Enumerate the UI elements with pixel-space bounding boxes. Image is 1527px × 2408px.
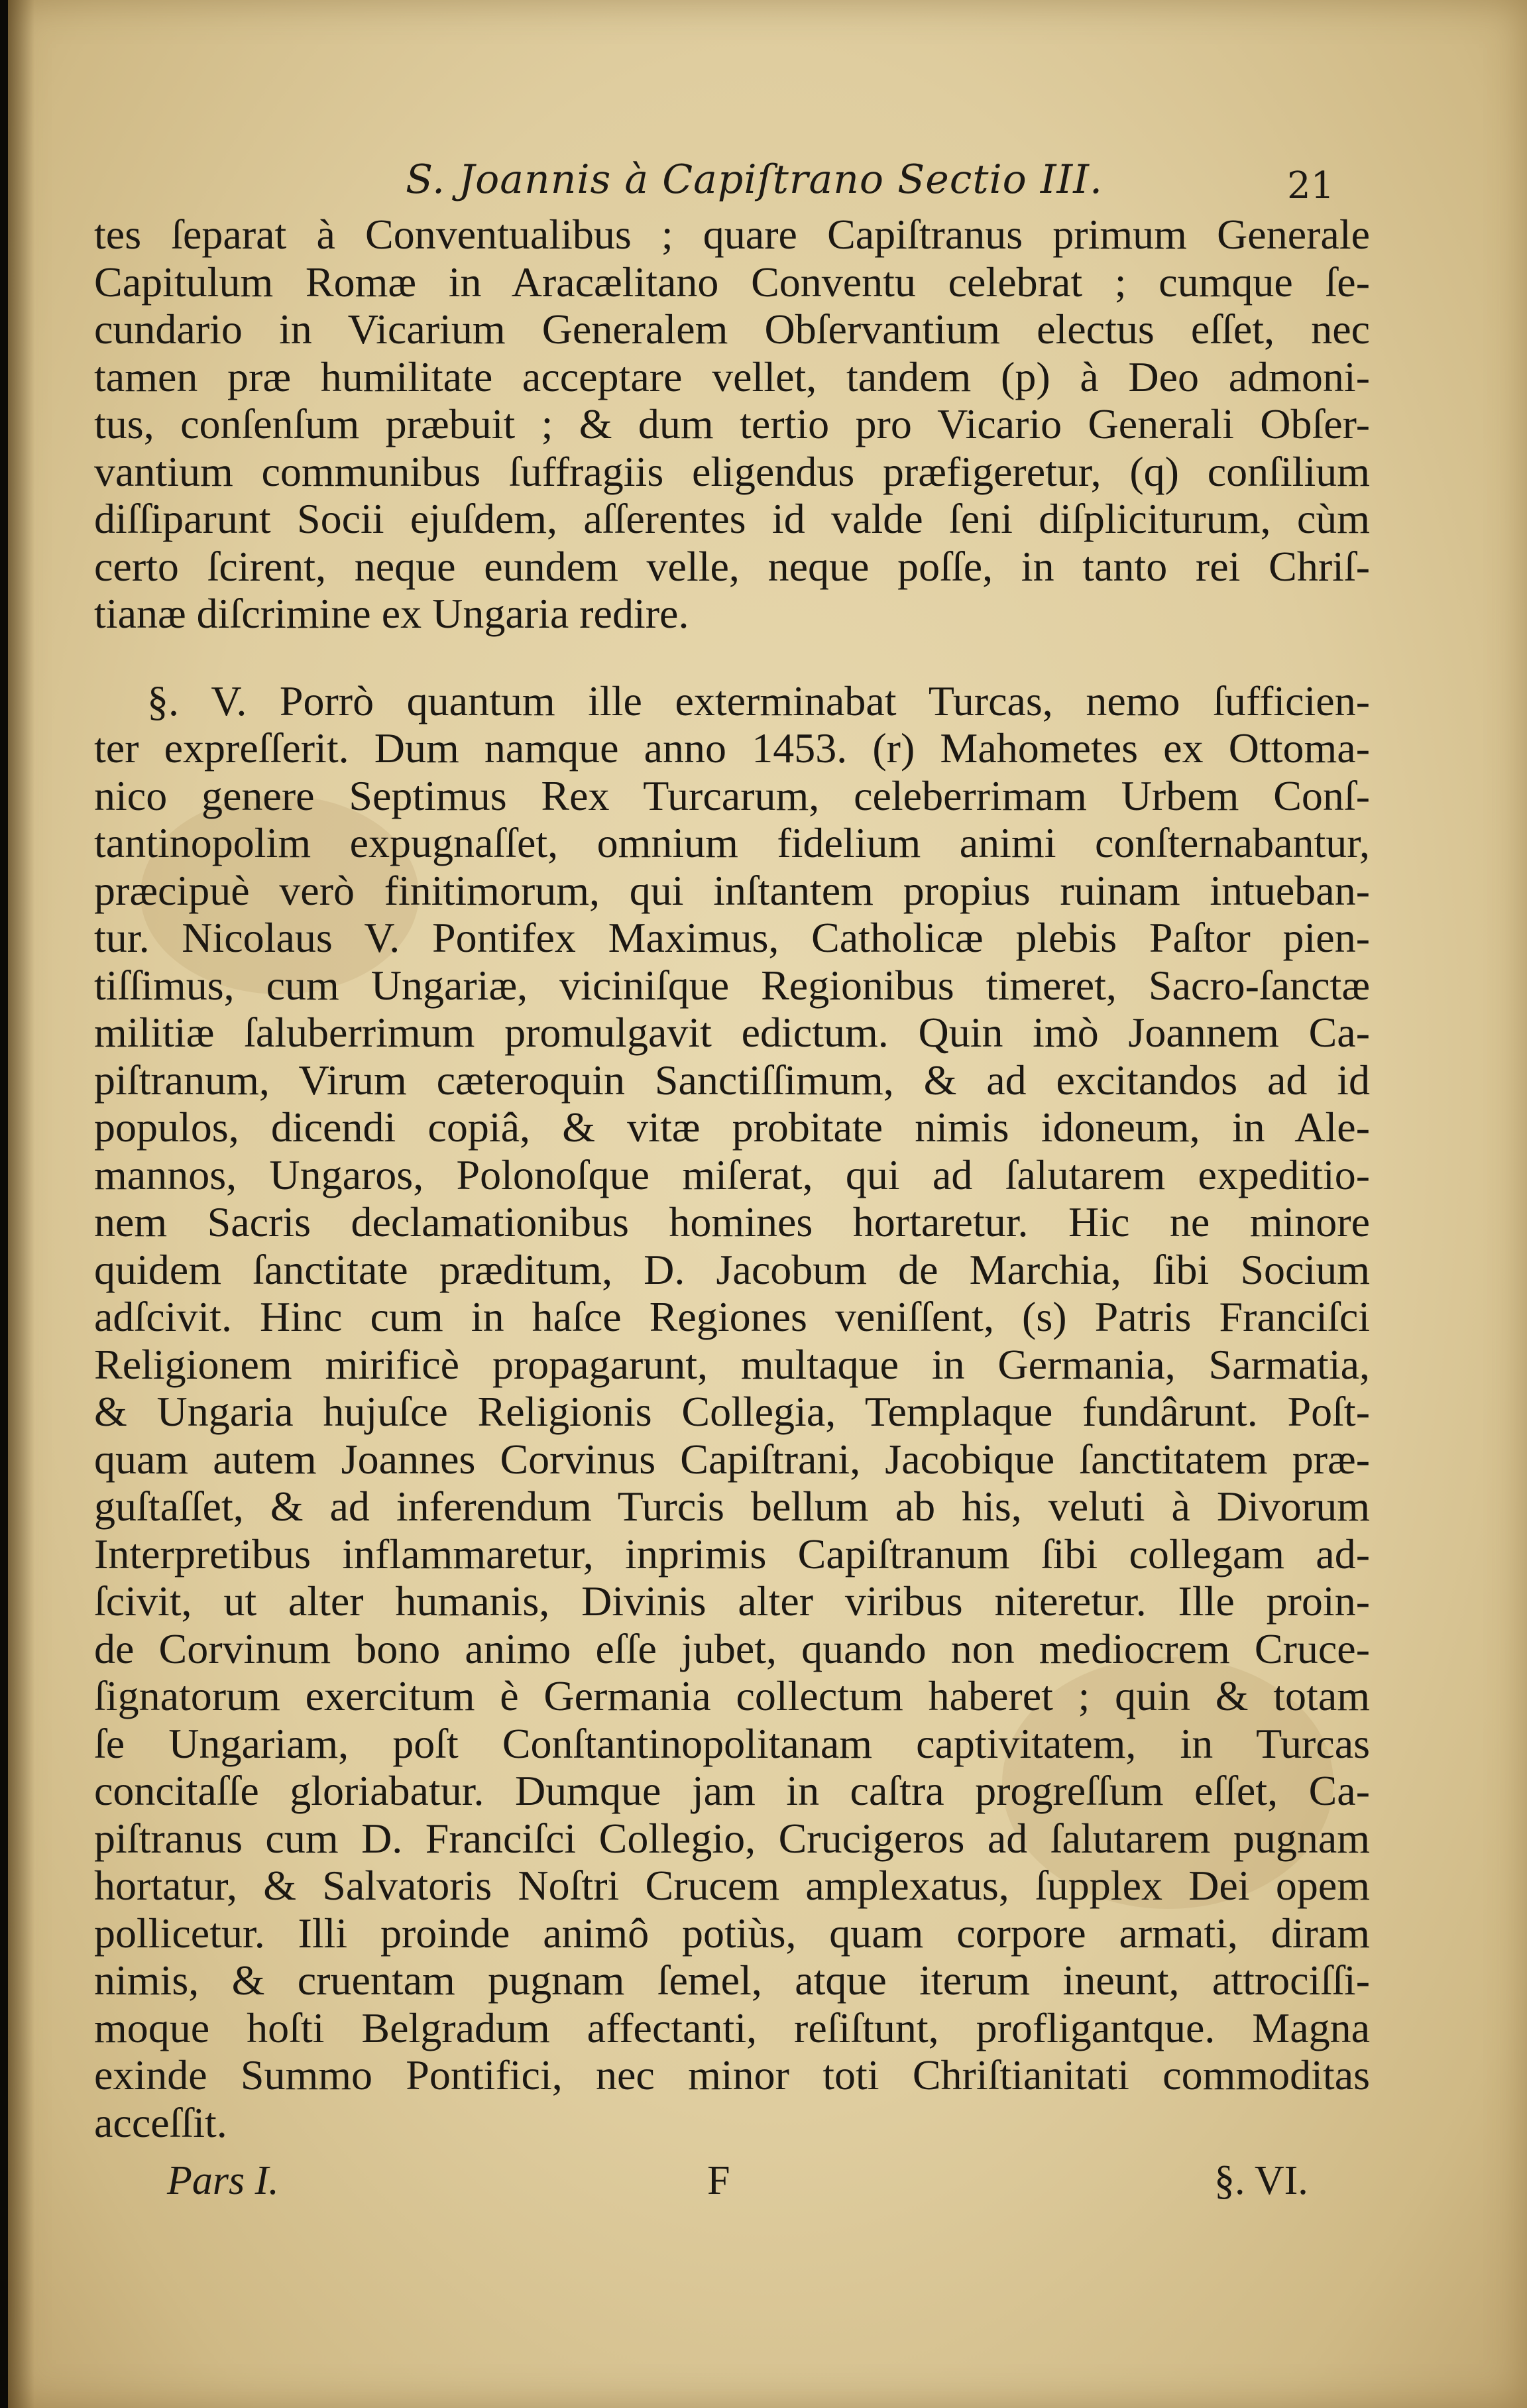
text-line: tianæ diſcrimine ex Ungaria redire. — [94, 590, 689, 637]
text-line: ſignatorum exercitum è Germania collectum haberet ; quin & totam — [94, 1672, 1370, 1719]
text-line: Capitulum Romæ in Aracælitano Conventu celebrat ; cumque ſe- — [94, 258, 1370, 306]
text-line: quam autem Joannes Corvinus Capiſtrani, Jacobique ſanctitatem præ- — [94, 1435, 1370, 1483]
text-line: cundario in Vicarium Generalem Obſervantium electus eſſet, nec — [94, 306, 1370, 353]
text-line: ſe Ungariam, poſt Conſtantinopolitanam captivitatem, in Turcas — [94, 1719, 1370, 1767]
text-line: guſtaſſet, & ad inferendum Turcis bellum ab his, veluti à Divorum — [94, 1483, 1370, 1530]
text-line: Interpretibus inflammaretur, inprimis Capiſtranum ſibi collegam ad- — [94, 1530, 1370, 1577]
text-line: nimis, & cruentam pugnam ſemel, atque iterum ineunt, attrociſſi- — [94, 1957, 1370, 2004]
text-line: pollicetur. Illi proinde animô potiùs, quam corpore armati, diram — [94, 1909, 1370, 1957]
text-line: exinde Summo Pontifici, nec minor toti Chriſtianitati commoditas — [94, 2051, 1370, 2098]
running-head: S. Joannis à Capiſtrano Sectio III. — [406, 156, 1103, 203]
text-line: concitaſſe gloriabatur. Dumque jam in caſtra progreſſum eſſet, Ca- — [94, 1767, 1370, 1814]
text-line: præcipuè verò finitimorum, qui inſtantem propius ruinam intueban- — [94, 866, 1370, 914]
text-line: hortatur, & Salvatoris Noſtri Crucem amplexatus, ſupplex Dei opem — [94, 1862, 1370, 1909]
text-line: tamen præ humilitate acceptare vellet, tandem (p) à Deo admoni- — [94, 353, 1370, 400]
text-line: tiſſimus, cum Ungariæ, viciniſque Regionibus timeret, Sacro-ſanctæ — [94, 961, 1370, 1009]
body-text — [94, 211, 1370, 2146]
text-line: ſcivit, ut alter humanis, Divinis alter viribus niteretur. Ille proin- — [94, 1577, 1370, 1625]
text-line: tur. Nicolaus V. Pontifex Maximus, Catholicæ plebis Paſtor pien- — [94, 914, 1370, 961]
page-number: 21 — [1287, 164, 1335, 207]
book-page — [8, 0, 1527, 2408]
text-line: Religionem mirificè propagarunt, multaque in Germania, Sarmatia, — [94, 1340, 1370, 1388]
text-line: moque hoſti Belgradum affectanti, reſiſtunt, profligantque. Magna — [94, 2004, 1370, 2051]
text-line: ter expreſſerit. Dum namque anno 1453. (r) Mahometes ex Ottoma- — [94, 724, 1370, 772]
part-label: Pars I. — [167, 2158, 279, 2203]
text-line: de Corvinum bono animo eſſe jubet, quando non mediocrem Cruce- — [94, 1625, 1370, 1672]
signature-mark: F — [707, 2158, 730, 2203]
text-line: & Ungaria hujuſce Religionis Collegia, Templaque fundârunt. Poſt- — [94, 1388, 1370, 1435]
text-line: militiæ ſaluberrimum promulgavit edictum. Quin imò Joannem Ca- — [94, 1009, 1370, 1056]
text-line: §. V. Porrò quantum ille exterminabat Turcas, nemo ſufficien- — [147, 677, 1370, 724]
page-footer — [8, 2157, 1527, 2217]
text-line: acceſſit. — [94, 2098, 227, 2146]
text-line: nico genere Septimus Rex Turcarum, celeberrimam Urbem Conſ- — [94, 772, 1370, 819]
paragraph — [94, 677, 1370, 2147]
text-line: certo ſcirent, neque eundem velle, neque poſſe, in tanto rei Chriſ- — [94, 542, 1370, 590]
text-line: adſcivit. Hinc cum in haſce Regiones veniſſent, (s) Patris Franciſci — [94, 1293, 1370, 1340]
text-line: nem Sacris declamationibus homines hortaretur. Hic ne minore — [94, 1198, 1370, 1245]
text-line: tantinopolim expugnaſſet, omnium fidelium animi conſternabantur, — [94, 819, 1370, 866]
text-line: mannos, Ungaros, Polonoſque miſerat, qui ad ſalutarem expeditio- — [94, 1151, 1370, 1198]
catchword: §. VI. — [1214, 2158, 1308, 2203]
text-line: tus, conſenſum præbuit ; & dum tertio pro Vicario Generali Obſer- — [94, 400, 1370, 447]
spine-shadow — [8, 0, 34, 2408]
text-line: quidem ſanctitate præditum, D. Jacobum de Marchia, ſibi Socium — [94, 1245, 1370, 1293]
paragraph — [94, 211, 1370, 638]
text-line: vantium communibus ſuffragiis eligendus præfigeretur, (q) conſilium — [94, 447, 1370, 495]
page-header — [8, 144, 1527, 217]
text-line: diſſiparunt Socii ejuſdem, aſſerentes id valde ſeni diſpliciturum, cùm — [94, 495, 1370, 542]
text-line: tes ſeparat à Conventualibus ; quare Capiſtranus primum Generale — [94, 211, 1370, 258]
section-gap — [94, 638, 1370, 677]
text-line: piſtranum, Virum cæteroquin Sanctiſſimum, & ad excitandos ad id — [94, 1056, 1370, 1104]
text-line: populos, dicendi copiâ, & vitæ probitate nimis idoneum, in Ale- — [94, 1104, 1370, 1151]
text-line: piſtranus cum D. Franciſci Collegio, Crucigeros ad ſalutarem pugnam — [94, 1814, 1370, 1862]
